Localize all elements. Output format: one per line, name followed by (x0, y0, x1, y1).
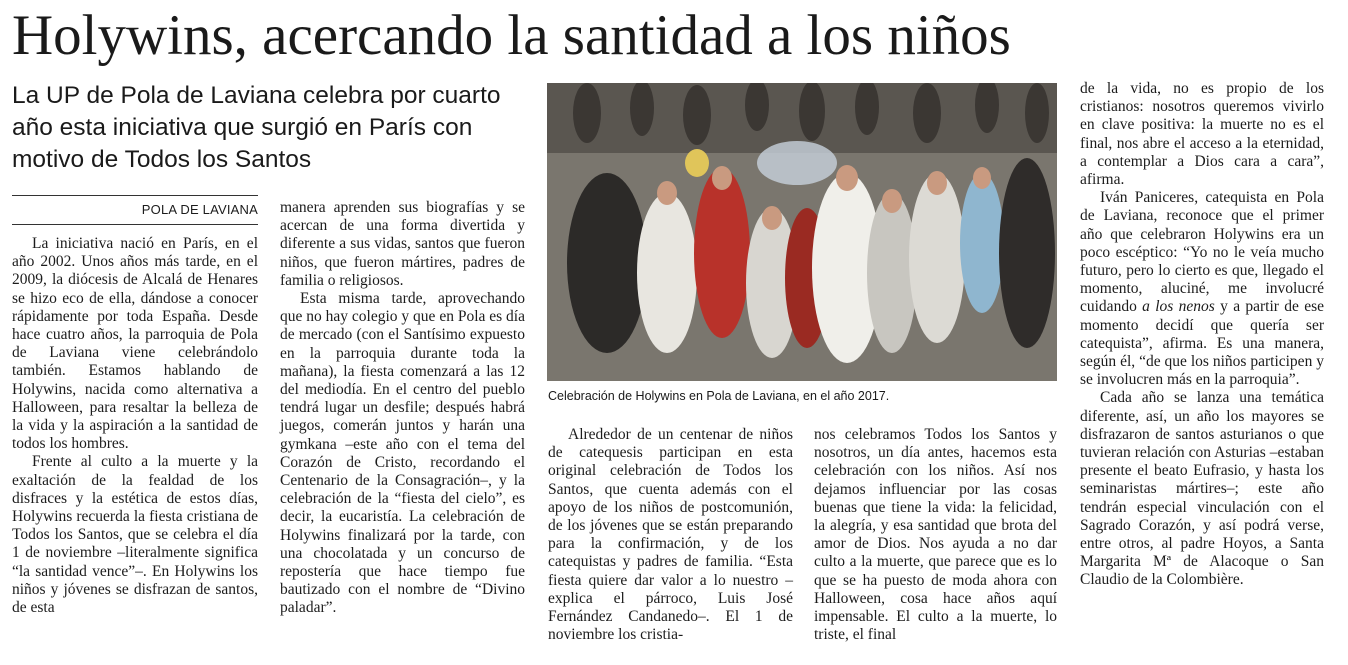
text-run: y a partir de ese momento decidí que quería ser catequista”, afirma. Es una manera, según él, “de que los niños participen y se involucren más en la parroquia”. (1080, 298, 1325, 389)
headline: Holywins, acercando la santidad a los niños (12, 4, 1011, 67)
article-column-3 (548, 426, 793, 644)
italic-phrase: a los nenos (1142, 298, 1215, 316)
paragraph: Frente al culto a la muerte y la exaltación de la fealdad de los disfraces y la estética de estos días, Holywins recuerda la fiesta cristiana de Todos los Santos, que se celebra el día 1 de noviembre –literalmente significa “la santidad vence”–. En Holywins los niños y jóvenes se disfrazan de santos, de esta (12, 453, 258, 617)
paragraph: Esta misma tarde, aprovechando que no hay colegio y que en Pola es día de mercado (con el Santísimo expuesto en la parroquia durante toda la mañana), la fiesta comenzará a las 12 del mediodía. En el centro del pueblo tendrá lugar un desfile; después habrá juegos, comerán juntos y harán una gymkana –este año con el tema del Corazón de Cristo, recordando el Centenario de la Consagración–, y la celebración de la “fiesta del cielo”, es decir, la eucaristía. La celebración de Holywins finalizará por la tarde, con una chocolatada y un concurso de repostería que hace tiempo fue bautizado con el nombre de “Divino paladar”. (280, 290, 525, 617)
paragraph: Alrededor de un centenar de niños de catequesis participan en esta original celebración de Todos los Santos, que cuenta además con el apoyo de los niños de postcomunión, de los jóvenes que se están preparando para la confirmación, y de los catequistas y padres de familia. “Esta fiesta quiere dar valor a lo nuestro –explica el párroco, Luis José Fernández Candanedo–. El 1 de noviembre los cristia- (548, 426, 793, 644)
paragraph: nos celebramos Todos los Santos y nosotros, un día antes, hacemos esta celebración con los niños. Así nos dejamos influenciar por las cosas buenas que tiene la vida: la felicidad, la alegría, y esa santidad que brota del amor de Dios. Nos ayuda a no dar culto a la muerte, que parece que es lo que se ha puesto de moda ahora con Halloween, cosa hace años aquí impensable. El culto a la muerte, lo triste, el final (814, 426, 1057, 644)
photo-caption: Celebración de Holywins en Pola de Laviana, en el año 2017. (548, 389, 890, 403)
crowd-illustration (547, 83, 1057, 381)
paragraph (1080, 189, 1324, 389)
paragraph: de la vida, no es propio de los cristianos: nosotros queremos vivirlo en clave positiva: la muerte no es el final, nos abre el acceso a la eternidad, a contemplar a Dios cara a cara”, afirma. (1080, 80, 1324, 189)
byline: POLA DE LAVIANA (141, 202, 258, 217)
paragraph: manera aprenden sus biografías y se acercan de una forma divertida y diferente a sus vidas, santos que fueron niños, que fueron mártires, padres de familia o religiosos. (280, 199, 525, 289)
byline-bottom-rule (12, 224, 258, 225)
subhead: La UP de Pola de Laviana celebra por cuarto año esta iniciativa que surgió en París con motivo de Todos los Santos (12, 82, 501, 173)
article-photo (547, 83, 1057, 381)
paragraph: La iniciativa nació en París, en el año 2002. Unos años más tarde, en el 2009, la diócesis de Alcalá de Henares se hizo eco de ella, dándose a conocer rápidamente por toda España. Desde hace cuatro años, la parroquia de Pola de Laviana viene celebrándolo también. Estamos hablando de Holywins, nacida como alternativa a Halloween, para resaltar la belleza de la vida y la aspiración a la santidad de todos los hombres. (12, 235, 258, 453)
article-column-5 (1080, 80, 1324, 590)
text-run: Iván Paniceres, catequista en Pola de Laviana, reconoce que el primer año que celebraron Holywins era un poco escéptico: “Yo no le veía mucho futuro, pero lo cierto es que, llegado el momento, aluciné, me involucré cuidando (1080, 189, 1324, 316)
article-column-4 (814, 426, 1057, 644)
article-column-2 (280, 199, 525, 618)
article-column-1 (12, 235, 258, 617)
byline-top-rule (12, 195, 258, 196)
paragraph: Cada año se lanza una temática diferente, así, un año los mayores se disfrazaron de santos asturianos o que tuvieran relación con Asturias –estaban presente el beato Eufrasio, y hasta los seminaristas mártires–; este año tendrán especial vinculación con el Sagrado Corazón, y así podrá verse, entre otros, al padre Hoyos, a Santa Margarita Mª de Alacoque o San Claudio de la Colombière. (1080, 389, 1324, 589)
